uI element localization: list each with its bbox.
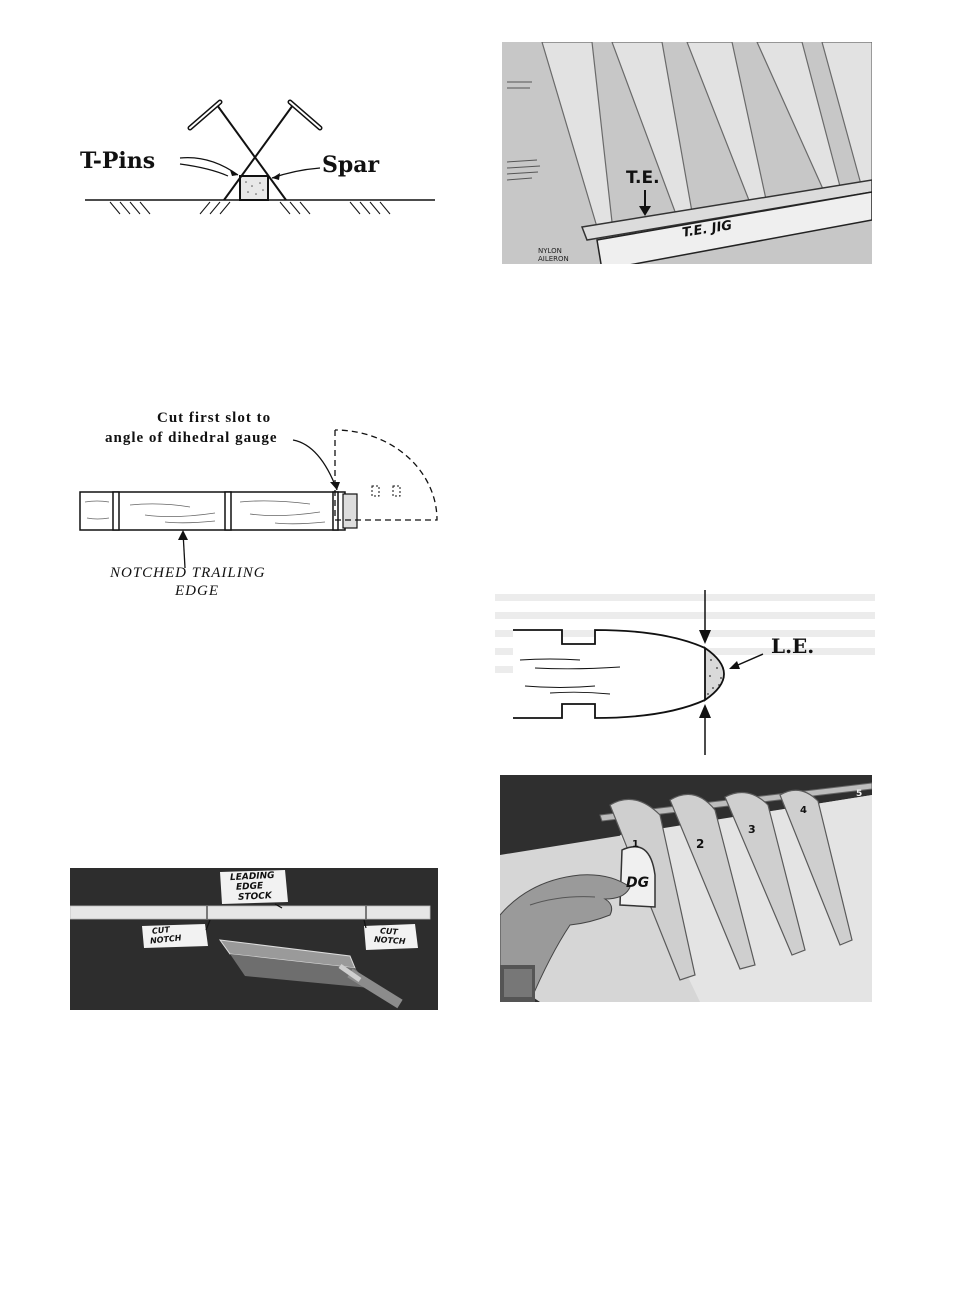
cut-notch-right-line1: CUT: [379, 926, 399, 937]
te-jig-photo: [502, 42, 872, 264]
notched-te-label-line1: NOTCHED TRAILING: [110, 565, 266, 581]
te-caption-line2: angle of dihedral gauge: [105, 430, 278, 446]
cut-notch-right-line2: NOTCH: [373, 934, 406, 947]
le-label: L.E.: [771, 634, 815, 658]
tpins-label: T-Pins: [80, 148, 156, 174]
le-stock-photo: [70, 868, 438, 1010]
le-stock-label-line2: EDGE: [235, 881, 264, 893]
trailing-edge-diagram: [75, 410, 455, 600]
spar-label: Spar: [322, 152, 380, 178]
te-caption-line1: Cut first slot to: [157, 410, 272, 426]
le-stock-label-line1: LEADING: [229, 870, 275, 884]
rib-number-2: 2: [696, 837, 705, 851]
cut-notch-left-line1: CUT: [151, 925, 171, 936]
rib-number-4: 4: [800, 805, 807, 816]
leading-edge-diagram: [495, 590, 880, 755]
cut-notch-left-line2: NOTCH: [149, 933, 182, 946]
rib-number-5: 5: [856, 789, 863, 799]
rib-number-3: 3: [748, 823, 756, 836]
plan-note: NYLON AILERON: [538, 247, 569, 263]
rib-number-1: 1: [632, 839, 639, 850]
dg-gauge-label: DG: [626, 875, 650, 891]
te-jig-label: T.E. JIG: [681, 218, 734, 241]
le-stock-label-line3: STOCK: [237, 891, 273, 903]
dg-photo: [500, 775, 872, 1002]
te-arrow-label: T.E.: [626, 168, 660, 188]
tpins-diagram: [80, 90, 440, 230]
notched-te-label-line2: EDGE: [175, 583, 219, 599]
